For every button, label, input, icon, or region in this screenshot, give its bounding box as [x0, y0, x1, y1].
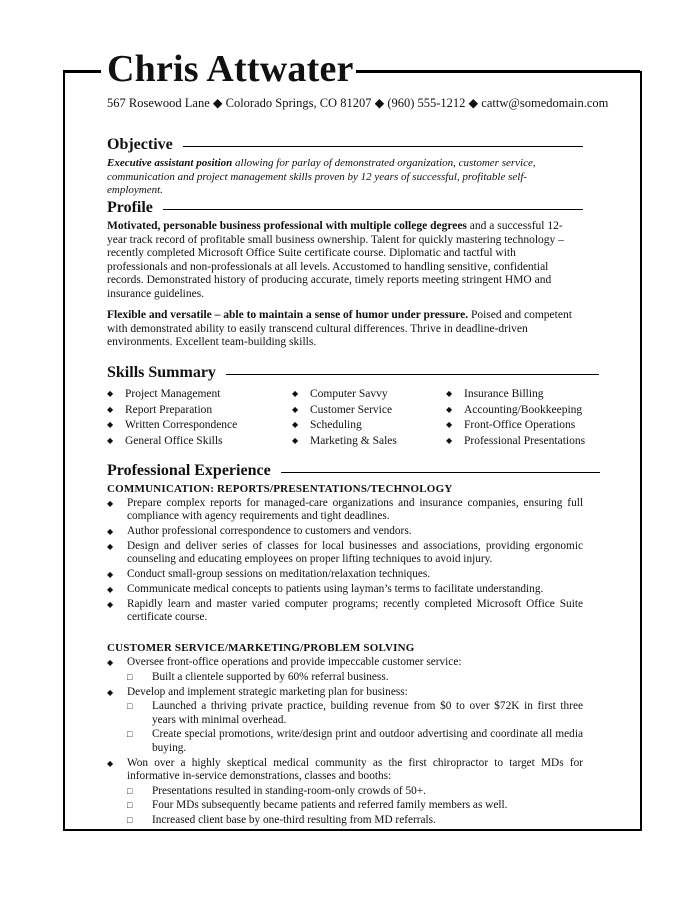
list-item	[107, 540, 583, 567]
profile-p2-body: Poised and competent with demonstrated ability to easily transcend cultural differences. Thrive in deadline-driven environments. Excellent team-building skills.	[107, 309, 572, 349]
list-item	[107, 402, 237, 418]
skill-label: Insurance Billing	[464, 388, 544, 400]
diamond-bullet-icon: ◆	[446, 420, 453, 429]
diamond-bullet-icon: ◆	[107, 569, 114, 579]
list-item	[107, 598, 583, 625]
objective-rule	[183, 146, 583, 147]
profile-heading	[107, 198, 583, 218]
header-rule-right	[356, 70, 640, 73]
diamond-bullet-icon: ◆	[446, 389, 453, 398]
profile-p1-lead: Motivated, personable business professional with multiple college degrees	[107, 220, 467, 232]
list-item	[107, 568, 583, 581]
list-item-text: Conduct small-group sessions on meditation/relaxation techniques.	[127, 567, 431, 580]
sub-list-item	[107, 700, 583, 727]
list-item	[446, 386, 585, 402]
skill-label: Written Correspondence	[125, 419, 238, 431]
skill-label: Computer Savvy	[310, 388, 388, 400]
list-item-text: Oversee front-office operations and provide impeccable customer service:	[127, 656, 462, 668]
square-bullet-icon: □	[127, 785, 133, 796]
profile-paragraph-1	[107, 220, 573, 302]
skill-label: Scheduling	[310, 419, 362, 431]
sub-list-item	[107, 728, 583, 755]
diamond-bullet-icon: ◆	[446, 404, 453, 414]
diamond-bullet-icon: ◆	[446, 435, 453, 445]
list-item-text: Won over a highly skeptical medical community as the first chiropractor to target MDs for informative in-service demonstrations, classes and booths:	[127, 756, 583, 782]
list-item-text: Prepare complex reports for managed-care organizations and insurance companies, ensuring full compliance with agency requirements and tight deadlines.	[127, 497, 583, 523]
list-item	[107, 757, 583, 784]
list-item-text: Author professional correspondence to customers and vendors.	[127, 525, 412, 538]
profile-paragraph-2	[107, 309, 573, 350]
list-item-text: Built a clientele supported by 60% referral business.	[152, 670, 389, 683]
experience-group-2-title: CUSTOMER SERVICE/MARKETING/PROBLEM SOLVING	[107, 642, 415, 654]
sub-list-item	[107, 799, 583, 812]
sub-list-item	[107, 671, 583, 684]
skills-column-1	[107, 386, 237, 448]
list-item	[107, 417, 237, 433]
list-item	[107, 386, 237, 402]
list-item	[107, 497, 583, 524]
profile-rule	[163, 209, 583, 210]
diamond-bullet-icon: ◆	[107, 599, 114, 609]
square-bullet-icon: □	[127, 701, 133, 712]
diamond-bullet-icon: ◆	[107, 404, 114, 414]
skill-label: General Office Skills	[125, 434, 223, 447]
objective-heading	[107, 135, 583, 155]
list-item-text: Communicate medical concepts to patients using layman’s terms to facilitate understanding.	[127, 582, 544, 595]
square-bullet-icon: □	[127, 729, 133, 740]
profile-title: Profile	[107, 199, 153, 216]
list-item-text: Increased client base by one-third resulting from MD referrals.	[152, 814, 436, 827]
list-item	[107, 686, 583, 699]
diamond-bullet-icon: ◆	[107, 758, 114, 768]
contact-line: 567 Rosewood Lane ◆ Colorado Springs, CO 81207 ◆ (960) 555-1212 ◆ cattw@somedomain.com	[107, 96, 609, 110]
profile-p1-body: and a successful 12-year track record of profitable small business ownership. Talent for quickly mastering technology – recently completed Microsoft Office Suite certificate course. Diplomatic and tactful with professionals and non-professionals at all levels. Accustomed to handling sensitive, confidential records. Demonstrated history of producing accurate, timely reports meeting stringent HMO and insurance guidelines.	[107, 220, 564, 300]
list-item	[446, 433, 585, 449]
sub-list-item	[107, 814, 583, 827]
experience-group-2-list	[107, 656, 583, 829]
diamond-bullet-icon: ◆	[107, 584, 114, 594]
list-item	[446, 417, 585, 433]
header-rule-left	[63, 70, 101, 73]
square-bullet-icon: □	[127, 815, 133, 826]
diamond-bullet-icon: ◆	[107, 658, 114, 667]
skill-label: Customer Service	[310, 403, 393, 416]
objective-text	[107, 157, 573, 198]
diamond-bullet-icon: ◆	[107, 420, 114, 429]
skills-title: Skills Summary	[107, 364, 216, 381]
candidate-name: Chris Attwater	[107, 48, 354, 90]
diamond-bullet-icon: ◆	[107, 541, 114, 551]
experience-group-1-title: COMMUNICATION: REPORTS/PRESENTATIONS/TECHNOLOGY	[107, 483, 453, 495]
list-item-text: Develop and implement strategic marketing plan for business:	[127, 685, 408, 698]
list-item	[292, 386, 397, 402]
list-item	[107, 583, 583, 596]
objective-lead: Executive assistant position	[107, 157, 233, 169]
list-item-text: Launched a thriving private practice, building revenue from $0 to over $72K in first three years with minimal overhead.	[152, 700, 583, 726]
list-item	[107, 525, 583, 538]
skills-heading	[107, 363, 599, 383]
profile-p2-lead: Flexible and versatile – able to maintain a sense of humor under pressure.	[107, 309, 469, 321]
skills-column-2	[292, 386, 397, 448]
experience-heading	[107, 461, 600, 481]
list-item	[107, 656, 583, 669]
square-bullet-icon: □	[127, 671, 133, 682]
list-item	[292, 417, 397, 433]
list-item-text: Create special promotions, write/design print and outdoor advertising and coordinate all media buying.	[152, 728, 583, 754]
diamond-bullet-icon: ◆	[107, 435, 114, 445]
skill-label: Project Management	[125, 388, 221, 400]
skill-label: Professional Presentations	[464, 434, 586, 447]
skill-label: Marketing & Sales	[310, 434, 397, 447]
objective-body: allowing for parlay of demonstrated organization, customer service, communication and project management skills proven by 12 years of successful, profitable self-employment.	[107, 157, 536, 197]
list-item	[446, 402, 585, 418]
skill-label: Accounting/Bookkeeping	[464, 403, 583, 416]
diamond-bullet-icon: ◆	[107, 527, 114, 537]
skills-rule	[226, 374, 599, 375]
list-item-text: Four MDs subsequently became patients and referred family members as well.	[152, 799, 508, 812]
diamond-bullet-icon: ◆	[107, 499, 114, 508]
square-bullet-icon: □	[127, 800, 133, 811]
experience-title: Professional Experience	[107, 462, 271, 479]
skill-label: Report Preparation	[125, 403, 213, 416]
experience-rule	[281, 472, 600, 473]
list-item-text: Presentations resulted in standing-room-only crowds of 50+.	[152, 784, 426, 797]
skill-label: Front-Office Operations	[464, 419, 576, 431]
diamond-bullet-icon: ◆	[107, 687, 114, 697]
sub-list-item	[107, 785, 583, 798]
experience-group-1-list	[107, 497, 583, 626]
diamond-bullet-icon: ◆	[292, 389, 299, 398]
list-item-text: Rapidly learn and master varied computer programs; recently completed Microsoft Office Suite certificate course.	[127, 597, 583, 623]
list-item	[107, 433, 237, 449]
diamond-bullet-icon: ◆	[107, 389, 114, 398]
list-item	[292, 433, 397, 449]
list-item-text: Design and deliver series of classes for local businesses and associations, providing ergonomic counseling and educating employees on proper lifting techniques to avoid injury.	[127, 539, 583, 566]
skills-column-3	[446, 386, 585, 448]
list-item	[292, 402, 397, 418]
diamond-bullet-icon: ◆	[292, 435, 299, 445]
objective-title: Objective	[107, 136, 173, 153]
diamond-bullet-icon: ◆	[292, 404, 299, 414]
diamond-bullet-icon: ◆	[292, 420, 299, 429]
